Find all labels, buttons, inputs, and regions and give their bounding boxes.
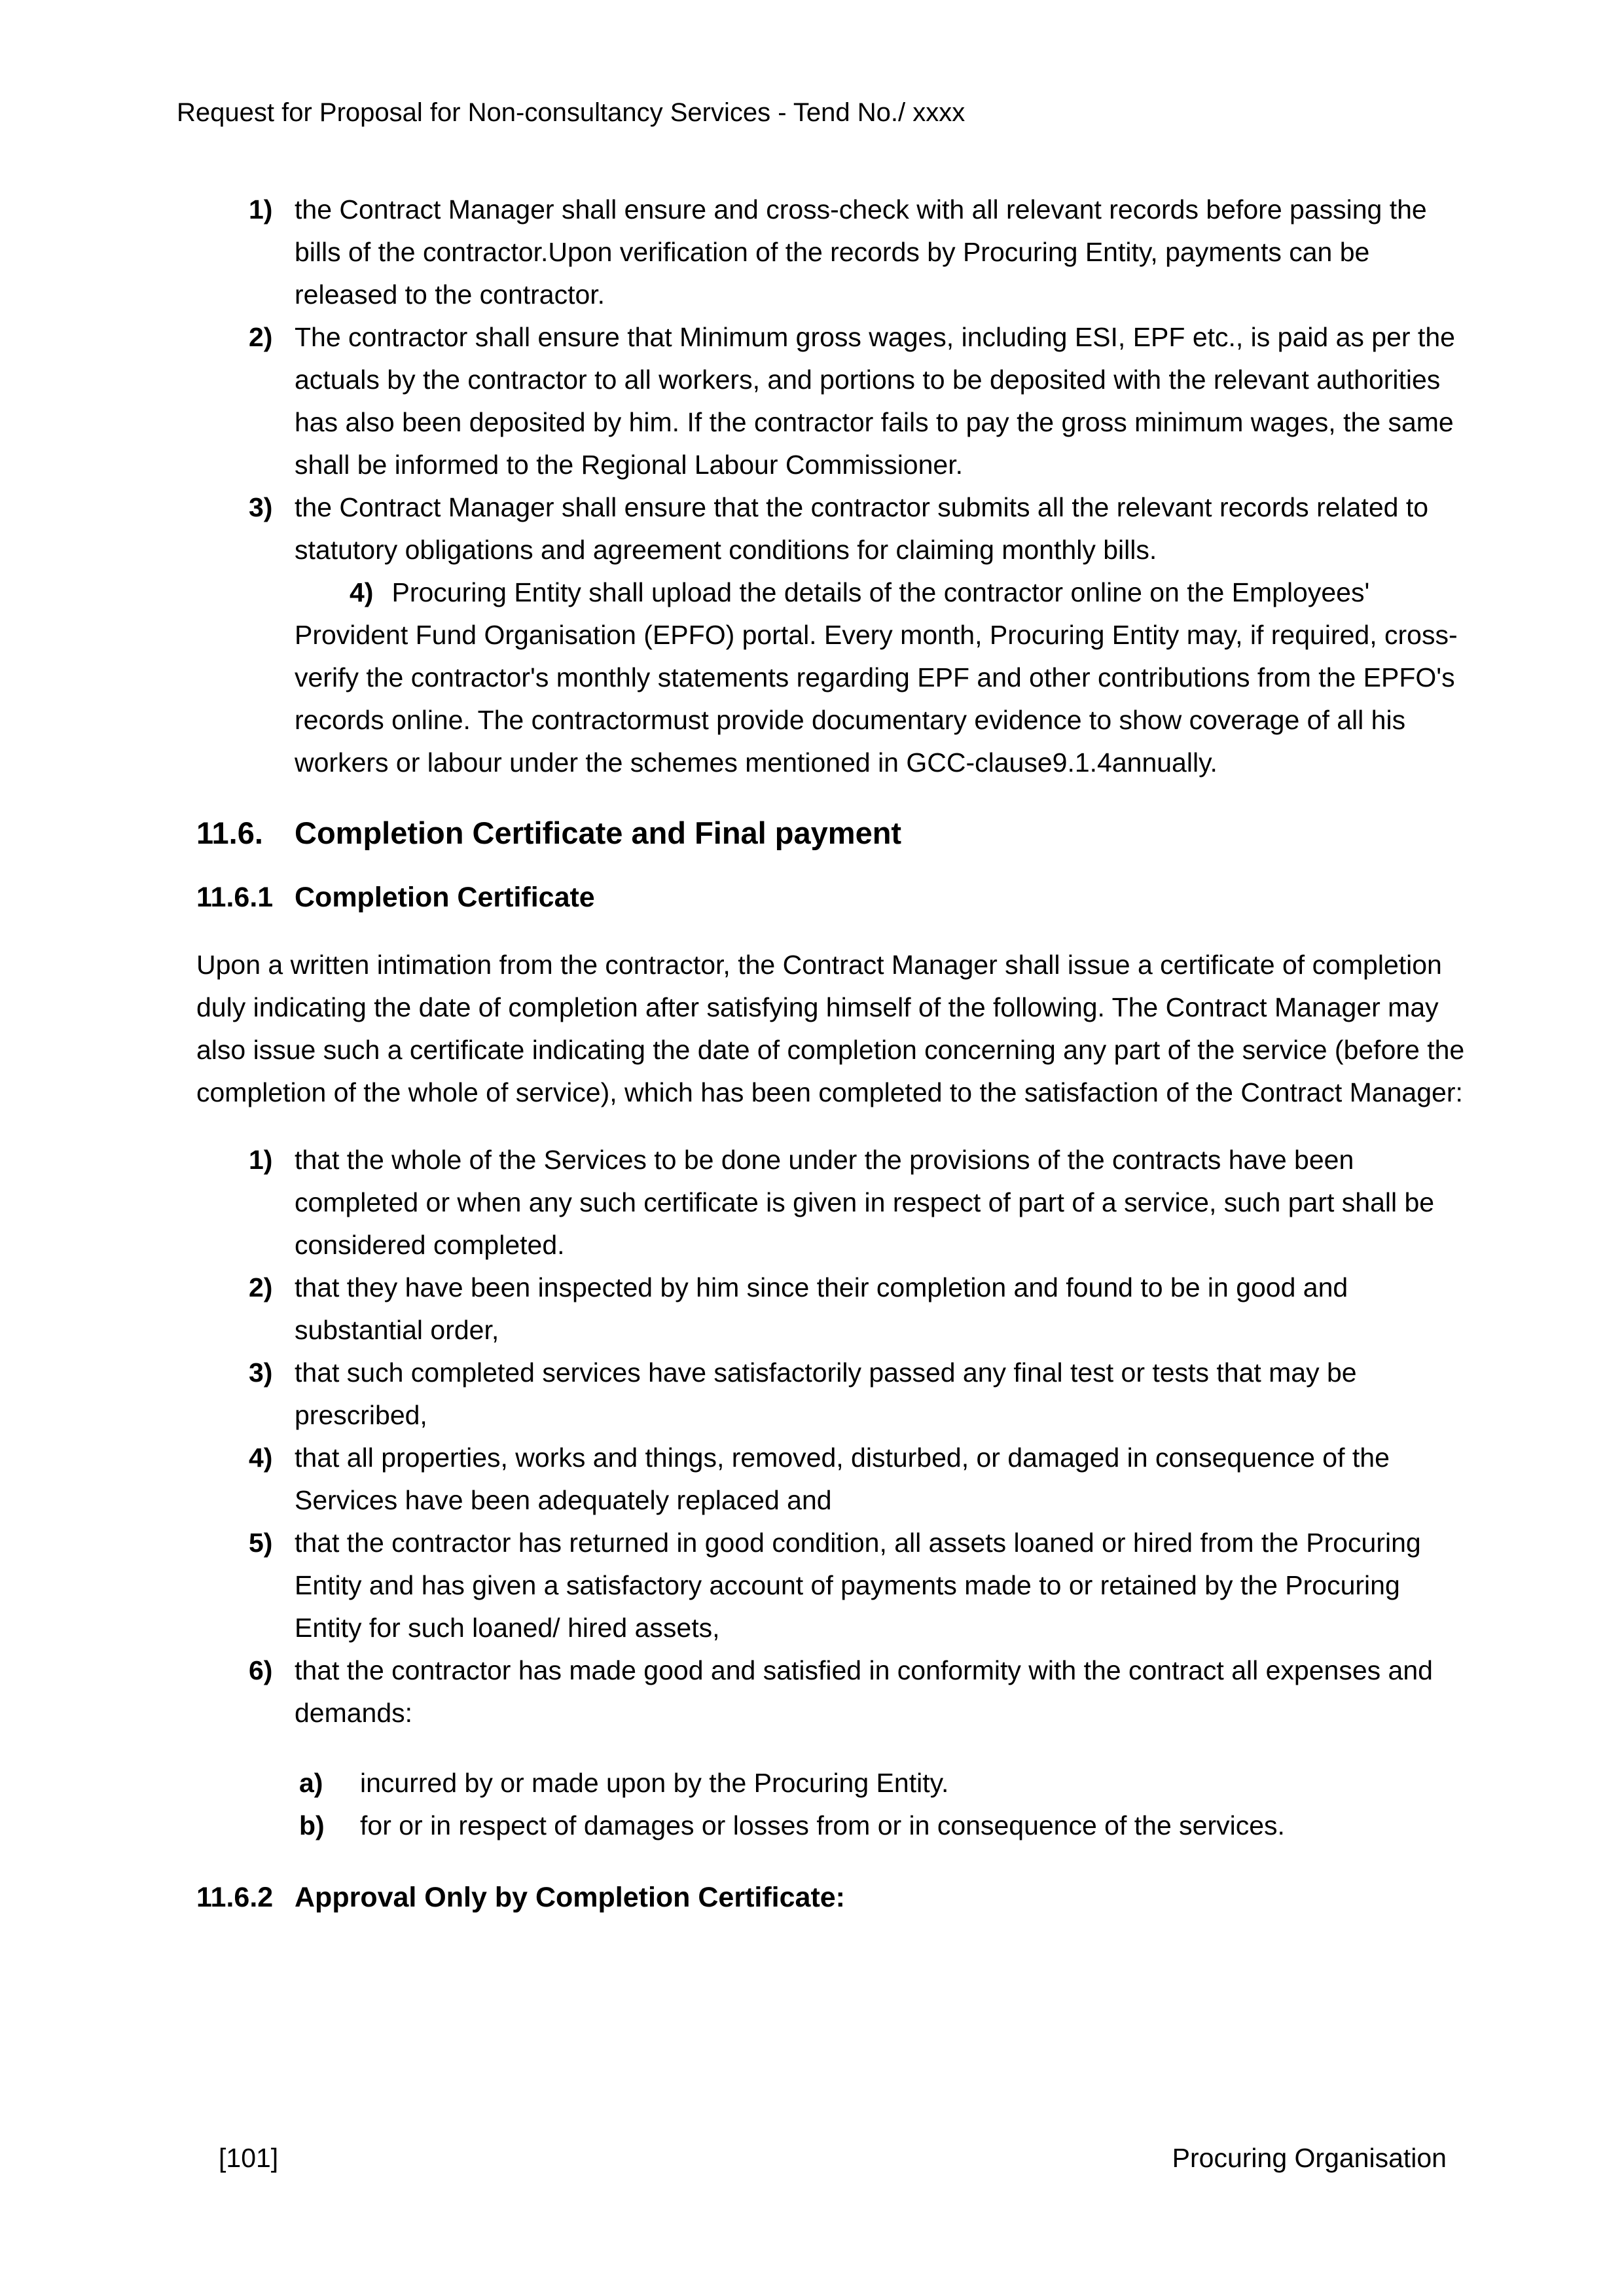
list-item (177, 316, 1473, 486)
condition-item (177, 1352, 1473, 1437)
subsection-number: 11.6.1 (196, 882, 274, 913)
condition-text: that the whole of the Services to be done under the provisions of the contracts have been completed or when any such certificate is given in respect of part of a service, such part shall be considered completed. (295, 1145, 1435, 1260)
page-number: [101] (219, 2143, 279, 2173)
expense-letter: a) (299, 1768, 323, 1798)
list-item-text: The contractor shall ensure that Minimum gross wages, including ESI, EPF etc., is paid as per the actuals by the contractor to all workers, and portions to be deposited with the relevant authorities has also been deposited by him. If the contractor fails to pay the gross minimum wages, the same shall be informed to the Regional Labour Commissioner. (295, 322, 1455, 480)
expense-text: for or in respect of damages or losses from or in consequence of the services. (360, 1810, 1285, 1840)
condition-text: that the contractor has made good and satisfied in conformity with the contract all expenses and demands: (295, 1655, 1433, 1728)
document-body (177, 188, 1473, 1915)
list-item (177, 486, 1473, 571)
section-number: 11.6. (196, 816, 263, 850)
subsection-heading-11-6-2 (177, 1880, 1473, 1915)
expense-text: incurred by or made upon by the Procuring Entity. (360, 1768, 949, 1798)
list-item-text: the Contract Manager shall ensure and cross-check with all relevant records before passing the bills of the contractor.Upon verification of the records by Procuring Entity, payments can be released to the contractor. (295, 194, 1427, 310)
condition-number: 1) (249, 1145, 273, 1175)
list-item (177, 188, 1473, 316)
condition-item (177, 1139, 1473, 1266)
condition-number: 4) (249, 1443, 273, 1473)
expenses-sublist (177, 1762, 1473, 1847)
list-item-text: Procuring Entity shall upload the details of the contractor online on the Employees' Provident Fund Organisation (EPFO) portal. Every month, Procuring Entity may, if required, cross-verify the contractor's monthly statements regarding EPF and other contributions from the EPFO's records online. The contractormust provide documentary evidence to show coverage of all his workers or labour under the schemes mentioned in GCC-clause9.1.4annually. (295, 577, 1458, 778)
condition-text: that the contractor has returned in good condition, all assets loaned or hired from the Procuring Entity and has given a satisfactory account of payments made to or retained by the Procuring Entity for such loaned/ hired assets, (295, 1528, 1421, 1643)
condition-item (177, 1522, 1473, 1649)
list-item-number: 1) (249, 194, 273, 224)
list-item-number: 2) (249, 322, 273, 352)
subsection-heading-11-6-1 (177, 880, 1473, 915)
section-title: Completion Certificate and Final payment (295, 816, 902, 850)
condition-text: that they have been inspected by him since their completion and found to be in good and substantial order, (295, 1272, 1348, 1345)
condition-text: that such completed services have satisfactorily passed any final test or tests that may be prescribed, (295, 1357, 1357, 1430)
page-header: Request for Proposal for Non-consultancy Services - Tend No./ xxxx (177, 98, 965, 127)
condition-number: 3) (249, 1357, 273, 1388)
footer-organisation: Procuring Organisation (1172, 2143, 1447, 2173)
expense-item (177, 1762, 1473, 1804)
list-item-number: 4) (350, 577, 374, 607)
condition-item (177, 1649, 1473, 1734)
condition-number: 5) (249, 1528, 273, 1558)
list-item-number: 3) (249, 492, 273, 522)
condition-item (177, 1266, 1473, 1352)
list-item-text: the Contract Manager shall ensure that the contractor submits all the relevant records related to statutory obligations and agreement conditions for claiming monthly bills. (295, 492, 1429, 565)
intro-paragraph: Upon a written intimation from the contractor, the Contract Manager shall issue a certificate of completion duly indicating the date of completion after satisfying himself of the following. The Contract Manager may also issue such a certificate indicating the date of completion concerning any part of the service (before the completion of the whole of service), which has been completed to the satisfaction of the Contract Manager: (196, 950, 1465, 1107)
condition-text: that all properties, works and things, removed, disturbed, or damaged in consequence of the Services have been adequately replaced and (295, 1443, 1390, 1515)
expense-letter: b) (299, 1810, 325, 1840)
list-item-epfo-paragraph (177, 571, 1473, 784)
condition-number: 6) (249, 1655, 273, 1685)
subsection-title: Completion Certificate (295, 882, 595, 913)
condition-item (177, 1437, 1473, 1522)
subsection-title: Approval Only by Completion Certificate: (295, 1882, 845, 1913)
subsection-number: 11.6.2 (196, 1882, 274, 1913)
condition-number: 2) (249, 1272, 273, 1302)
expense-item (177, 1804, 1473, 1847)
section-heading-11-6 (177, 814, 1473, 852)
